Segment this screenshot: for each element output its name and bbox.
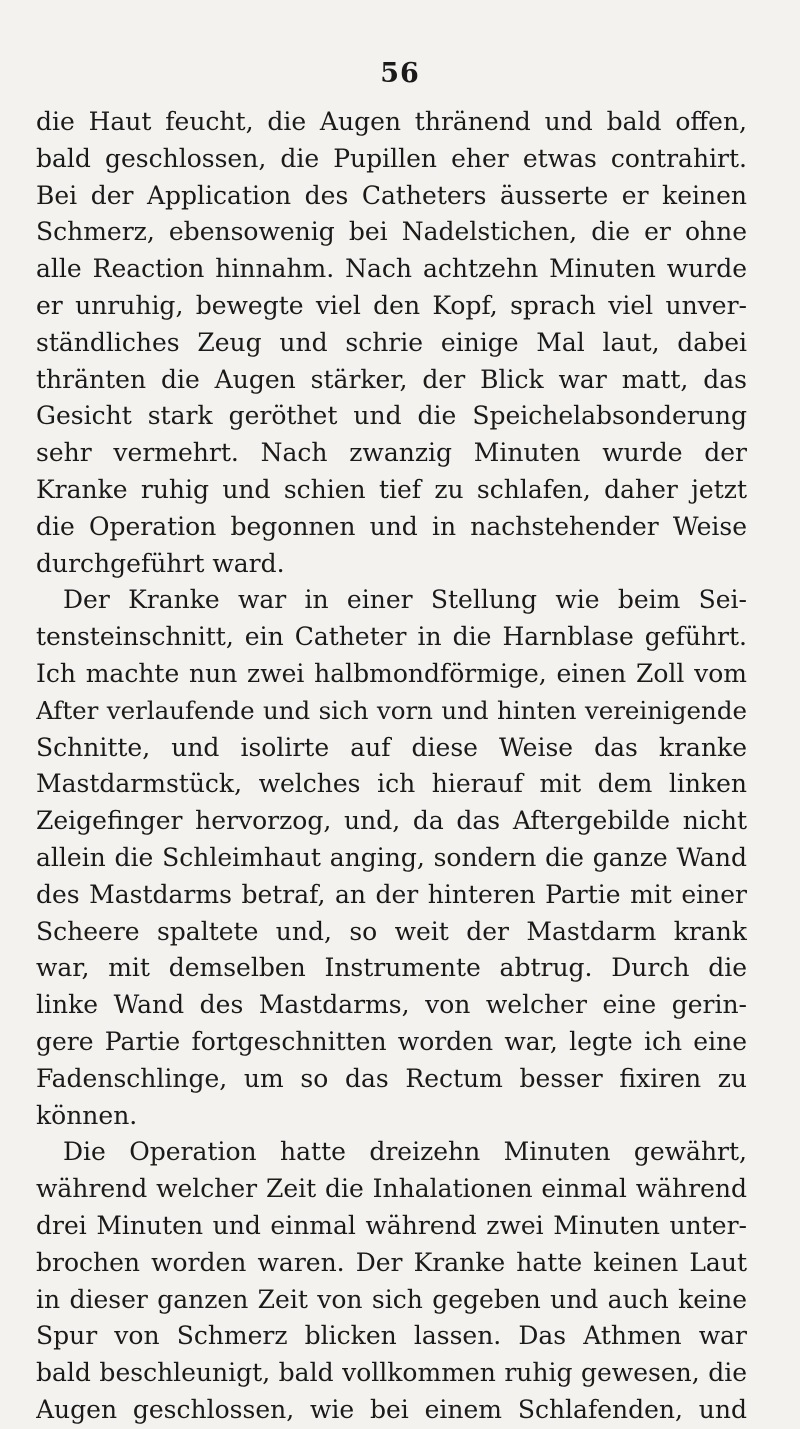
text-line: tensteinschnitt, ein Catheter in die Harnblase geführt. (36, 622, 747, 652)
text-line: er unruhig, bewegte viel den Kopf, sprach viel unver- (36, 290, 747, 320)
text-line: die Operation begonnen und in nachstehender Weise (36, 511, 747, 541)
text-line: Der Kranke war in einer Stellung wie beim Sei- (63, 585, 747, 615)
text-line: Spur von Schmerz blicken lassen. Das Athmen war (36, 1321, 747, 1351)
text-line: thränten die Augen stärker, der Blick war matt, das (36, 364, 747, 394)
text-line: durchgeführt ward. (36, 548, 285, 578)
body-text (36, 104, 747, 1429)
text-line: alle Reaction hinnahm. Nach achtzehn Minuten wurde (36, 254, 747, 284)
text-line: drei Minuten und einmal während zwei Minuten unter- (36, 1210, 747, 1240)
text-line: bald beschleunigt, bald vollkommen ruhig gewesen, die (36, 1358, 747, 1388)
text-line: in dieser ganzen Zeit von sich gegeben und auch keine (36, 1284, 747, 1314)
page-number: 56 (380, 58, 420, 89)
text-line: Schnitte, und isolirte auf diese Weise das kranke (36, 732, 747, 762)
text-line: Mastdarmstück, welches ich hierauf mit dem linken (36, 769, 747, 799)
text-line: Augen geschlossen, wie bei einem Schlafenden, und (36, 1394, 747, 1424)
text-line: des Mastdarms betraf, an der hinteren Partie mit einer (36, 879, 747, 909)
text-line: gere Partie fortgeschnitten worden war, legte ich eine (36, 1026, 747, 1056)
text-line: sehr vermehrt. Nach zwanzig Minuten wurde der (36, 438, 747, 468)
text-line: Gesicht stark geröthet und die Speichelabsonderung (36, 401, 747, 431)
text-line: After verlaufende und sich vorn und hinten vereinigende (36, 695, 747, 725)
text-line: bald geschlossen, die Pupillen eher etwas contrahirt. (36, 143, 747, 173)
text-line: brochen worden waren. Der Kranke hatte keinen Laut (36, 1247, 747, 1277)
text-line: Fadenschlinge, um so das Rectum besser fixiren zu (36, 1063, 747, 1093)
text-line: Bei der Application des Catheters äusserte er keinen (36, 180, 747, 210)
text-line: können. (36, 1100, 138, 1130)
text-line: Kranke ruhig und schien tief zu schlafen, daher jetzt (36, 474, 747, 504)
text-line: die Haut feucht, die Augen thränend und bald offen, (36, 107, 747, 136)
text-line: Schmerz, ebensowenig bei Nadelstichen, die er ohne (36, 217, 747, 247)
text-line: ständliches Zeug und schrie einige Mal laut, dabei (36, 327, 747, 357)
text-line: linke Wand des Mastdarms, von welcher eine gerin- (36, 990, 747, 1020)
text-line: allein die Schleimhaut anging, sondern die ganze Wand (36, 842, 747, 872)
text-line: während welcher Zeit die Inhalationen einmal während (36, 1174, 747, 1204)
text-line: Scheere spaltete und, so weit der Mastdarm krank (36, 916, 747, 946)
text-line: Die Operation hatte dreizehn Minuten gewährt, (63, 1137, 747, 1167)
text-line: Ich machte nun zwei halbmondförmige, einen Zoll vom (36, 658, 747, 688)
text-line: Zeigefinger hervorzog, und, da das Aftergebilde nicht (36, 806, 747, 836)
text-line: war, mit demselben Instrumente abtrug. Durch die (36, 953, 747, 983)
